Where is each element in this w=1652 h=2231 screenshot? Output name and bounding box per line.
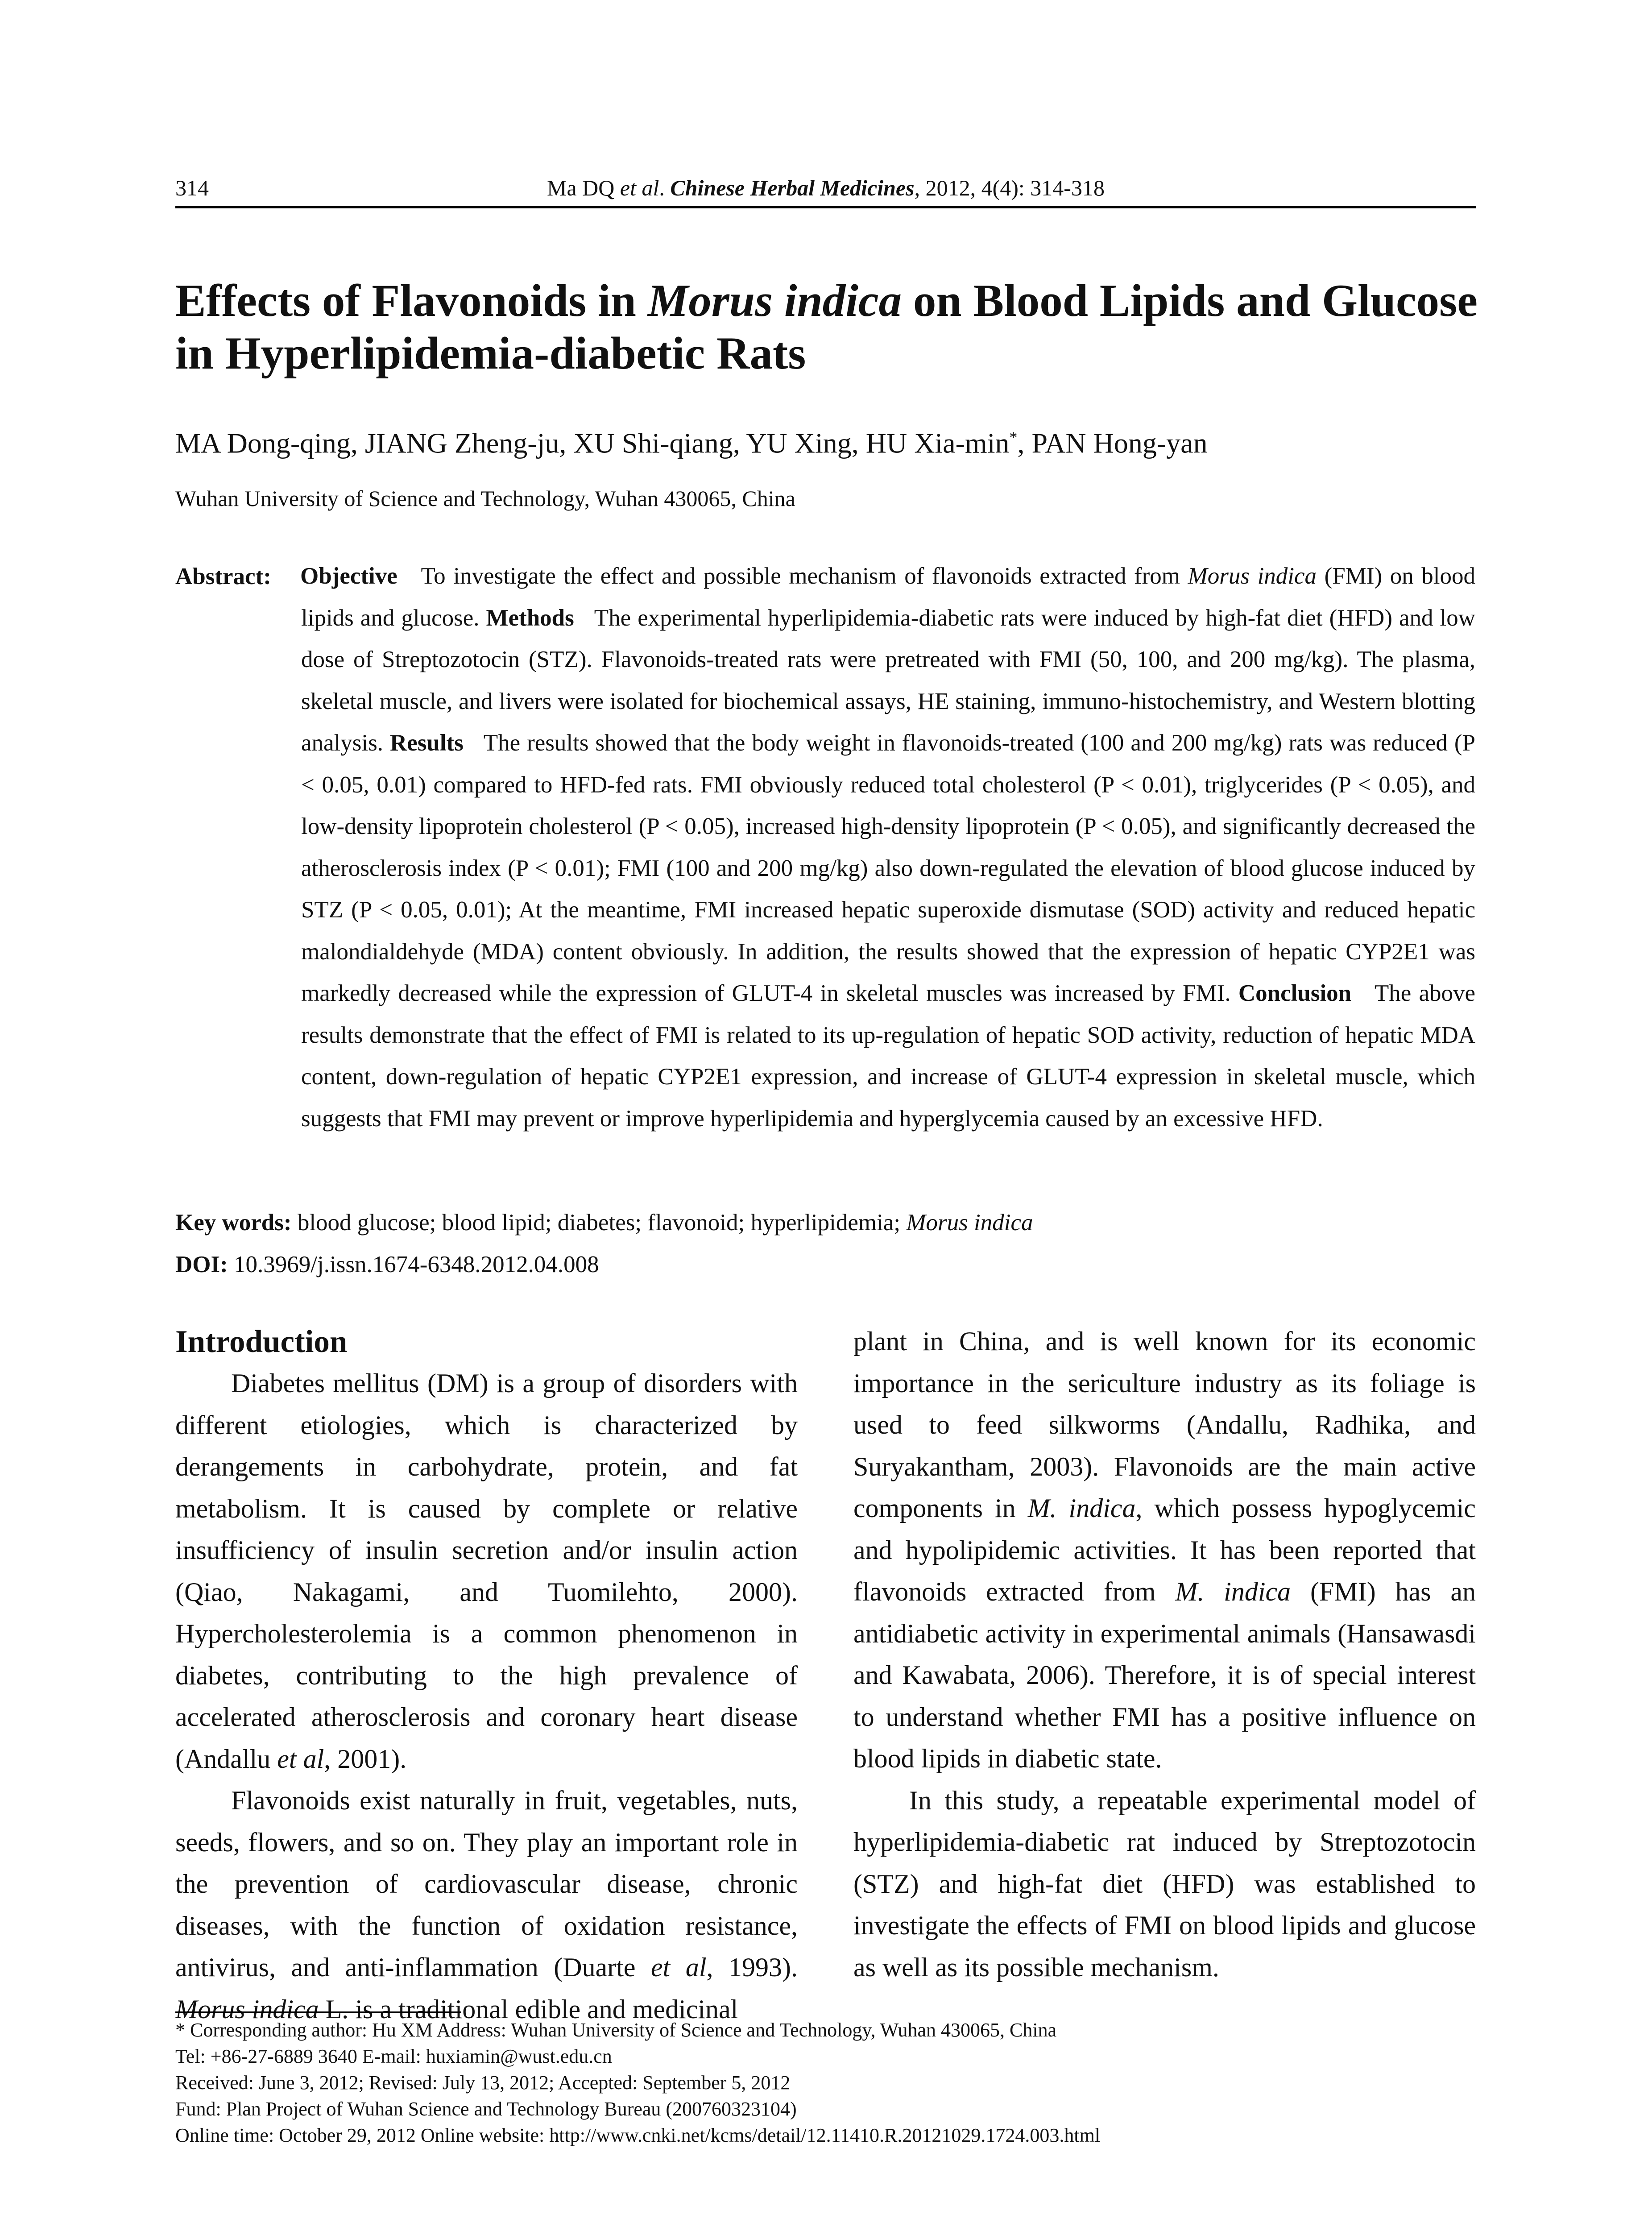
body-column-right [853,1321,1476,1988]
affiliation: Wuhan University of Science and Technology, Wuhan 430065, China [175,486,795,511]
paragraph: Flavonoids exist naturally in fruit, vegetables, nuts, seeds, flowers, and so on. They play an important role in the prevention of cardiovascular disease, chronic diseases, with the function of oxidation resistance, antivirus, and anti-inflammation (Duarte et al, 1993). Morus indica L. is a traditional edible and medicinal [175,1786,798,2024]
footnote-corresponding: * Corresponding author: Hu XM Address: Wuhan University of Science and Technology, Wuhan 430065, China [175,2019,1057,2041]
journal-citation: Ma DQ et al. Chinese Herbal Medicines, 2012, 4(4): 314-318 [547,175,1105,200]
corresponding-author-mark: * [1009,428,1018,446]
doi: DOI: 10.3969/j.issn.1674-6348.2012.04.008 [175,1252,599,1277]
abstract-label: Abstract: [175,564,271,589]
abstract-results-label: Results [389,730,464,756]
footnote-online: Online time: October 29, 2012 Online website: http://www.cnki.net/kcms/detail/12.11410.R.20121029.1724.003.html [175,2124,1101,2146]
abstract-body: Objective To investigate the effect and possible mechanism of flavonoids extracted from Morus indica (FMI) on blood lipids and glucose. Methods The experimental hyperlipidemia-diabetic rats were induced by high-fat diet (HFD) and low dose of Streptozotocin (STZ). Flavonoids-treated rats were pretreated with FMI (50, 100, and 200 mg/kg). The plasma, skeletal muscle, and livers were isolated for biochemical assays, HE staining, immuno-histochemistry, and Western blotting analysis. Results The results showed that the body weight in flavonoids-treated (100 and 200 mg/kg) rats was reduced (P < 0.05, 0.01) compared to HFD-fed rats. FMI obviously reduced total cholesterol (P < 0.01), triglycerides (P < 0.05), and low-density lipoprotein cholesterol (P < 0.05), increased high-density lipoprotein (P < 0.05), and significantly decreased the atherosclerosis index (P < 0.01); FMI (100 and 200 mg/kg) also down-regulated the elevation of blood glucose induced by STZ (P < 0.05, 0.01); At the meantime, FMI increased hepatic superoxide dismutase (SOD) activity and reduced hepatic malondialdehyde (MDA) content obviously. In addition, the results showed that the expression of hepatic CYP2E1 was markedly decreased while the expression of GLUT-4 in skeletal muscles was increased by FMI. Conclusion The above results demonstrate that the effect of FMI is related to its up-regulation of hepatic SOD activity, reduction of hepatic MDA content, down-regulation of hepatic CYP2E1 expression, and increase of GLUT-4 expression in skeletal muscle, which suggests that FMI may prevent or improve hyperlipidemia and hyperglycemia caused by an excessive HFD. [300,563,1476,1132]
author-list: MA Dong-qing, JIANG Zheng-ju, XU Shi-qiang, YU Xing, HU Xia-min*, PAN Hong-yan [175,427,1208,459]
footnote-dates: Received: June 3, 2012; Revised: July 13, 2012; Accepted: September 5, 2012 [175,2072,791,2094]
journal-name: Chinese Herbal Medicines [670,175,915,200]
abstract-methods-label: Methods [486,605,574,631]
footnote-contact: Tel: +86-27-6889 3640 E-mail: huxiamin@wust.edu.cn [175,2045,612,2067]
footnotes [175,2017,1482,2148]
running-header [175,175,1476,208]
body-column-left [175,1321,798,2030]
paragraph-continued: plant in China, and is well known for its economic importance in the sericulture industry as its foliage is used to feed silkworms (Andallu, Radhika, and Suryakantham, 2003). Flavonoids are the main active components in M. indica, which possess hypoglycemic and hypolipidemic activities. It has been reported that flavonoids extracted from M. indica (FMI) has an antidiabetic activity in experimental animals (Hansawasdi and Kawabata, 2006). Therefore, it is of special interest to understand whether FMI has a positive influence on blood lipids in diabetic state. [853,1327,1476,1773]
abstract-objective-label: Objective [300,563,397,589]
footnote-divider [175,2011,461,2013]
paragraph: In this study, a repeatable experimental model of hyperlipidemia-diabetic rat induced by Streptozotocin (STZ) and high-fat diet (HFD) was established to investigate the effects of FMI on blood lipids and glucose as well as its possible mechanism. [853,1785,1476,1982]
article-title: Effects of Flavonoids in Morus indica on Blood Lipids and Glucose in Hyperlipidemia-diabetic Rats [175,275,1478,379]
footnote-fund: Fund: Plan Project of Wuhan Science and Technology Bureau (200760323104) [175,2098,797,2120]
paragraph: Diabetes mellitus (DM) is a group of disorders with different etiologies, which is characterized by derangements in carbohydrate, protein, and fat metabolism. It is caused by complete or relative insufficiency of insulin secretion and/or insulin action (Qiao, Nakagami, and Tuomilehto, 2000). Hypercholesterolemia is a common phenomenon in diabetes, contributing to the high prevalence of accelerated atherosclerosis and coronary heart disease (Andallu et al, 2001). [175,1368,798,1774]
page-number: 314 [175,175,209,200]
section-heading-introduction: Introduction [175,1324,348,1359]
abstract-conclusion-label: Conclusion [1238,980,1352,1006]
keywords: Key words: blood glucose; blood lipid; diabetes; flavonoid; hyperlipidemia; Morus indica [175,1210,1033,1236]
